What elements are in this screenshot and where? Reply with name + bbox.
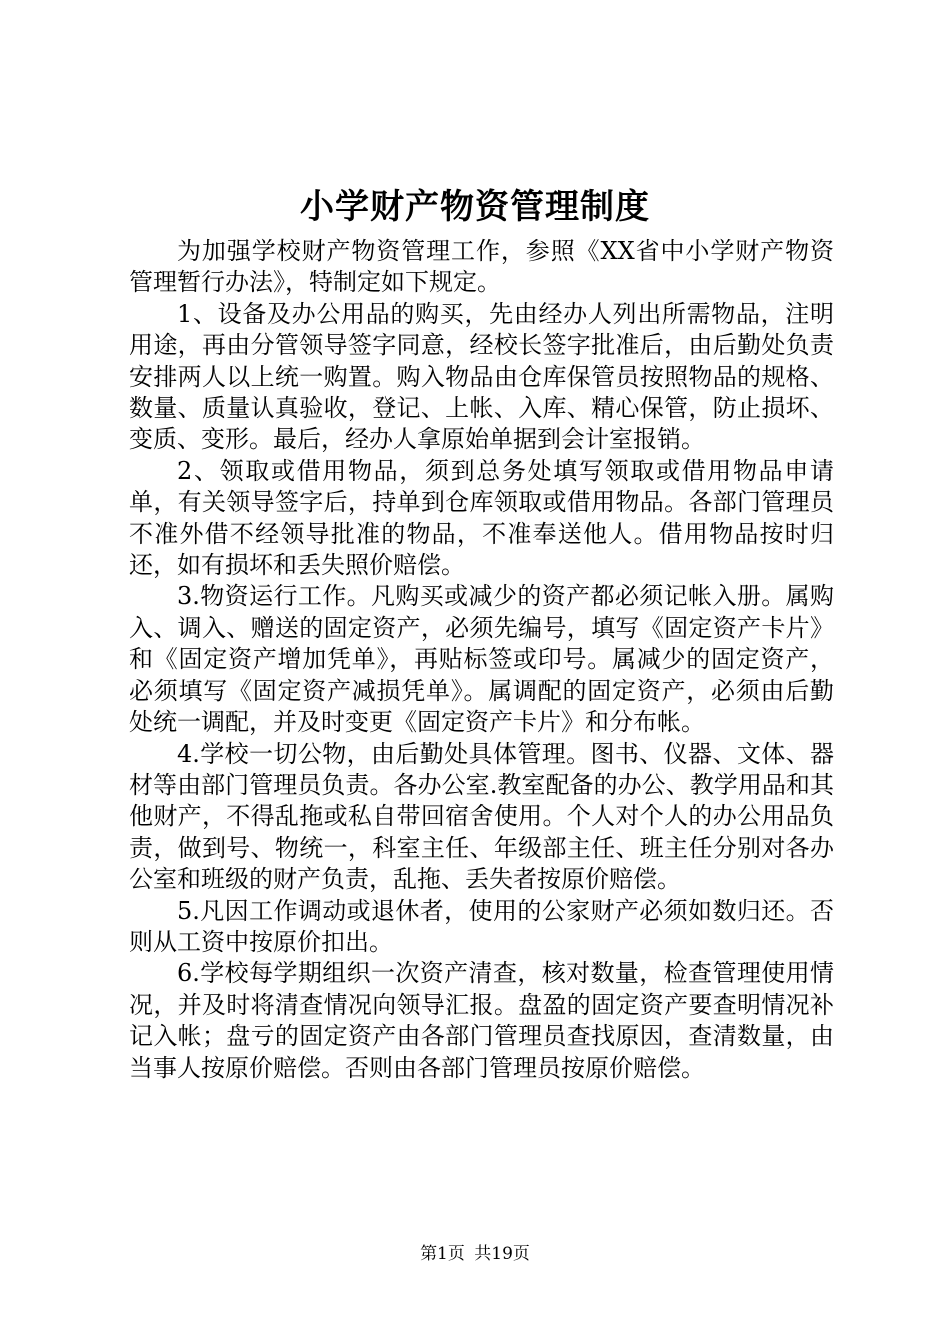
page-footer [0, 1242, 950, 1266]
paragraph-2-borrow: 2、领取或借用物品，须到总务处填写领取或借用物品申请单，有关领导签字后，持单到仓库领取或借用物品。各部门管理员不准外借不经领导批准的物品，不准奉送他人。借用物品按时归还，如有损坏和丢失照价赔偿。 [129, 456, 834, 580]
page-number: 第1页 [420, 1244, 465, 1264]
paragraph-5-return: 5.凡因工作调动或退休者，使用的公家财产必须如数归还。否则从工资中按原价扣出。 [129, 896, 834, 956]
page-total: 共19页 [474, 1244, 530, 1264]
document-title: 小学财产物资管理制度 [300, 187, 650, 227]
paragraph-4-public-property: 4.学校一切公物，由后勤处具体管理。图书、仪器、文体、器材等由部门管理员负责。各办公室.教室配备的办公、教学用品和其他财产，不得乱拖或私自带回宿舍使用。个人对个人的办公用品负责，做到号、物统一，科室主任、年级部主任、班主任分别对各办公室和班级的财产负责，乱拖、丢失者按原价赔偿。 [129, 739, 834, 894]
document-body [129, 236, 834, 1084]
paragraph-1-purchase: 1、设备及办公用品的购买，先由经办人列出所需物品，注明用途，再由分管领导签字同意，经校长签字批准后，由后勤处负责安排两人以上统一购置。购入物品由仓库保管员按照物品的规格、数量、质量认真验收，登记、上帐、入库、精心保管，防止损坏、变质、变形。最后，经办人拿原始单据到会计室报销。 [129, 299, 834, 454]
paragraph-3-asset-operation: 3.物资运行工作。凡购买或减少的资产都必须记帐入册。属购入、调入、赠送的固定资产，必须先编号，填写《固定资产卡片》和《固定资产增加凭单》，再贴标签或印号。属减少的固定资产，必须填写《固定资产减损凭单》。属调配的固定资产，必须由后勤处统一调配，并及时变更《固定资产卡片》和分布帐。 [129, 582, 834, 737]
paragraph-intro: 为加强学校财产物资管理工作，参照《XX省中小学财产物资管理暂行办法》，特制定如下规定。 [129, 237, 834, 297]
paragraph-6-inventory: 6.学校每学期组织一次资产清查，核对数量，检查管理使用情况，并及时将清查情况向领导汇报。盘盈的固定资产要查明情况补记入帐；盘亏的固定资产由各部门管理员查找原因，查清数量，由当事人按原价赔偿。否则由各部门管理员按原价赔偿。 [129, 959, 834, 1082]
